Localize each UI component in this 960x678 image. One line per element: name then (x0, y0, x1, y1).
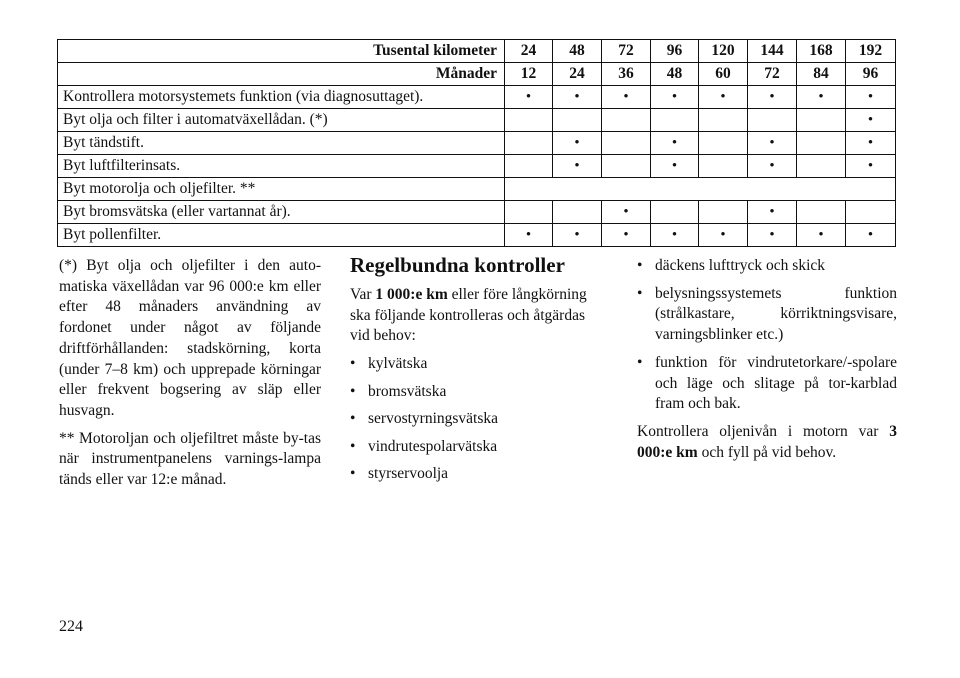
list-item (350, 382, 608, 403)
bullet-icon: • (350, 382, 356, 400)
table-row (58, 155, 896, 178)
footnote-engine-oil: ** Motoroljan och oljefiltret måste by-tas när instrumentpanelens varnings-lampa tänds eller var 12:e månad. (59, 429, 321, 489)
list-item-text: kylvätska (368, 355, 428, 373)
outro-interval: 3 000:e km (637, 422, 897, 461)
table-row (58, 178, 896, 201)
empty-cell (651, 201, 699, 224)
task-cell: Byt tändstift. (58, 132, 505, 155)
service-dot-cell: • (797, 224, 846, 247)
header-km-cell: 168 (797, 40, 846, 63)
header-month-cell: 84 (797, 63, 846, 86)
list-item-text: vindrutespolarvätska (368, 437, 498, 455)
table-row (58, 224, 896, 247)
check-list-continued (637, 256, 897, 415)
list-item (350, 409, 608, 430)
intro-suffix: eller före långkörning ska följande kontrolleras och åtgärdas vid behov: (350, 286, 587, 345)
header-month-cell: 36 (602, 63, 651, 86)
table-row (58, 109, 896, 132)
service-dot-cell: • (797, 86, 846, 109)
service-dot-cell: • (748, 132, 797, 155)
empty-cell (553, 109, 602, 132)
header-row-km (58, 40, 896, 63)
empty-cell (699, 132, 748, 155)
list-item-text: bromsvätska (368, 382, 447, 400)
header-km-label: Tusental kilometer (58, 40, 505, 63)
service-dot-cell: • (602, 86, 651, 109)
service-dot-cell: • (748, 86, 797, 109)
header-month-cell: 24 (553, 63, 602, 86)
list-item (637, 284, 897, 346)
header-km-cell: 72 (602, 40, 651, 63)
service-dot-cell: • (602, 201, 651, 224)
header-km-cell: 96 (651, 40, 699, 63)
list-item (637, 353, 897, 415)
service-dot-cell: • (748, 155, 797, 178)
list-item-text: styrservoolja (368, 465, 449, 483)
bullet-icon: • (350, 355, 356, 373)
header-row-months (58, 63, 896, 86)
empty-cell (699, 201, 748, 224)
empty-cell (797, 132, 846, 155)
header-month-cell: 96 (846, 63, 896, 86)
service-dot-cell: • (505, 86, 553, 109)
header-km-cell: 120 (699, 40, 748, 63)
bullet-icon: • (350, 410, 356, 428)
page-number: 224 (59, 618, 83, 635)
header-month-cell: 12 (505, 63, 553, 86)
list-item (350, 437, 608, 458)
outro-suffix: och fyll på vid behov. (697, 443, 837, 461)
check-list (350, 354, 608, 485)
service-dot-cell: • (651, 224, 699, 247)
header-km-cell: 48 (553, 40, 602, 63)
empty-cell (602, 109, 651, 132)
service-dot-cell: • (748, 224, 797, 247)
service-dot-cell: • (651, 155, 699, 178)
service-dot-cell: • (846, 109, 896, 132)
table-row (58, 132, 896, 155)
empty-cell (797, 109, 846, 132)
service-dot-cell: • (602, 224, 651, 247)
service-dot-cell: • (651, 132, 699, 155)
bullet-icon: • (350, 465, 356, 483)
empty-cell (505, 201, 553, 224)
task-cell: Byt pollenfilter. (58, 224, 505, 247)
header-month-cell: 72 (748, 63, 797, 86)
intro-prefix: Var (350, 286, 376, 303)
empty-cell (651, 109, 699, 132)
intro-interval: 1 000:e km (375, 286, 448, 303)
task-cell: Byt bromsvätska (eller vartannat år). (58, 201, 505, 224)
section-heading: Regelbundna kontroller (350, 253, 565, 277)
empty-merged-cell (505, 178, 896, 201)
list-item (350, 464, 608, 485)
service-dot-cell: • (505, 224, 553, 247)
task-cell: Byt luftfilterinsats. (58, 155, 505, 178)
service-dot-cell: • (846, 86, 896, 109)
header-km-cell: 144 (748, 40, 797, 63)
list-item (637, 256, 897, 277)
service-dot-cell: • (651, 86, 699, 109)
empty-cell (602, 132, 651, 155)
regular-checks-continued-column (637, 256, 897, 470)
service-dot-cell: • (699, 86, 748, 109)
header-km-cell: 24 (505, 40, 553, 63)
list-item-text: däckens lufttryck och skick (655, 257, 826, 274)
service-dot-cell: • (846, 132, 896, 155)
footnote-transmission: (*) Byt olja och oljefilter i den auto-matiska växellådan var 96 000:e km eller efter 48 månaders användning av fordonet under något av följande driftförhållanden: stadskörning, korta (under 7–8 km) och upprepade körningar eller frekvent bogsering av släp eller husvagn. (59, 257, 321, 419)
empty-cell (505, 132, 553, 155)
empty-cell (505, 155, 553, 178)
empty-cell (846, 201, 896, 224)
maintenance-schedule-table (57, 39, 896, 247)
footnotes-column (59, 256, 321, 498)
service-dot-cell: • (699, 224, 748, 247)
list-item-text: servostyrningsvätska (368, 410, 499, 428)
empty-cell (699, 155, 748, 178)
oil-check-paragraph (637, 422, 897, 463)
task-cell: Kontrollera motorsystemets funktion (via diagnosuttaget). (58, 86, 505, 109)
header-km-cell: 192 (846, 40, 896, 63)
header-month-cell: 48 (651, 63, 699, 86)
service-dot-cell: • (553, 224, 602, 247)
outro-prefix: Kontrollera oljenivån i motorn var (637, 422, 890, 440)
table-row (58, 86, 896, 109)
schedule-body (58, 86, 896, 247)
empty-cell (505, 109, 553, 132)
empty-cell (553, 201, 602, 224)
header-months-label: Månader (58, 63, 505, 86)
empty-cell (602, 155, 651, 178)
list-item-text: belysningssystemets funktion (strålkastare, körriktningsvisare, varningsblinker etc.) (655, 284, 897, 344)
service-dot-cell: • (846, 155, 896, 178)
bullet-icon: • (637, 284, 643, 302)
table-row (58, 201, 896, 224)
list-item-text: funktion för vindrutetorkare/-spolare och läge och slitage på tor-karblad fram och bak. (655, 353, 897, 413)
intro-paragraph (350, 285, 608, 347)
service-dot-cell: • (748, 201, 797, 224)
service-dot-cell: • (846, 224, 896, 247)
empty-cell (748, 109, 797, 132)
bullet-icon: • (637, 257, 643, 274)
bullet-icon: • (350, 437, 356, 455)
empty-cell (699, 109, 748, 132)
task-cell: Byt motorolja och oljefilter. ** (58, 178, 505, 201)
service-dot-cell: • (553, 86, 602, 109)
empty-cell (797, 201, 846, 224)
list-item (350, 354, 608, 375)
service-dot-cell: • (553, 132, 602, 155)
empty-cell (797, 155, 846, 178)
bullet-icon: • (637, 353, 643, 371)
task-cell: Byt olja och filter i automatväxellådan. (*) (58, 109, 505, 132)
header-month-cell: 60 (699, 63, 748, 86)
regular-checks-column (350, 253, 608, 492)
service-dot-cell: • (553, 155, 602, 178)
